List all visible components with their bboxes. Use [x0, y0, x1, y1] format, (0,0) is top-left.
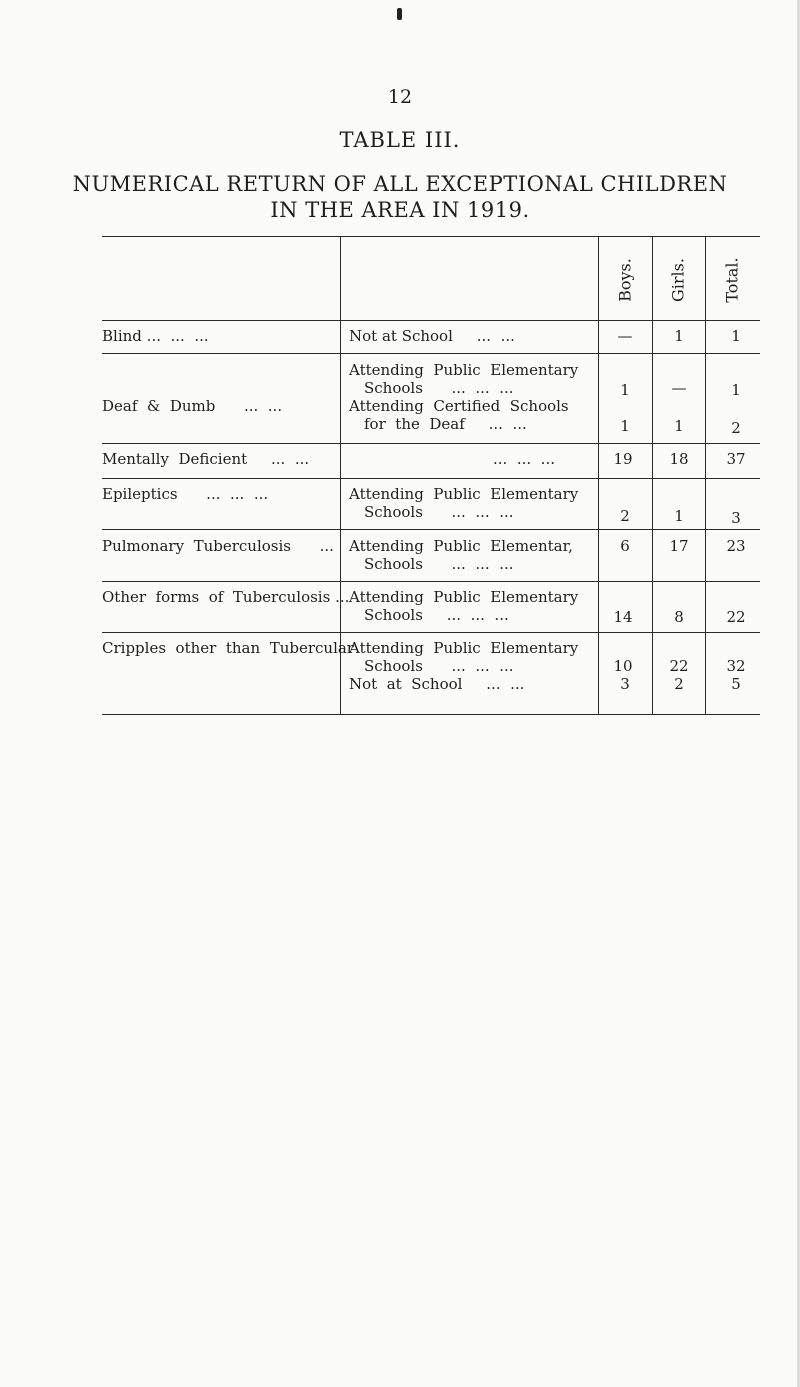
- row-mental-boys: 19: [613, 450, 633, 468]
- row-rule: [102, 478, 760, 479]
- row-cripples-status-2: Not at School ... ...: [349, 675, 525, 693]
- table-title: TABLE III.: [339, 128, 461, 152]
- row-mental-total: 37: [726, 450, 746, 468]
- row-cripples-girls-1: 22: [669, 657, 689, 675]
- row-cripples-status-1-line-1: Attending Public Elementary: [349, 639, 579, 657]
- row-other-tb-status-line-2: Schools ... ... ...: [364, 606, 509, 624]
- row-other-tb-total: 22: [726, 608, 746, 626]
- row-deaf-status-1-line-2: Schools ... ... ...: [364, 379, 514, 397]
- row-pulmonary-boys: 6: [620, 537, 630, 555]
- row-cripples-total-1: 32: [726, 657, 746, 675]
- row-other-tb-status-line-1: Attending Public Elementary: [349, 588, 579, 606]
- row-rule: [102, 529, 760, 530]
- row-cripples-total-2: 5: [731, 675, 741, 693]
- row-blind-girls: 1: [674, 327, 684, 345]
- row-epileptics-girls: 1: [674, 507, 684, 525]
- row-cripples-boys-2: 3: [620, 675, 630, 693]
- table-heading-line-1: NUMERICAL RETURN OF ALL EXCEPTIONAL CHILDREN: [72, 172, 728, 196]
- row-cripples-status-1-line-2: Schools ... ... ...: [364, 657, 514, 675]
- row-other-tb-category: Other forms of Tuberculosis ...: [102, 588, 350, 606]
- row-mental-category: Mentally Deficient ... ...: [102, 450, 310, 468]
- row-cripples-category: Cripples other than Tubercular: [102, 639, 354, 657]
- row-blind-status: Not at School ... ...: [349, 327, 515, 345]
- row-blind-category: Blind ... ... ...: [102, 327, 209, 345]
- row-pulmonary-total: 23: [726, 537, 746, 555]
- row-pulmonary-category: Pulmonary Tuberculosis ...: [102, 537, 334, 555]
- column-rule: [598, 236, 599, 714]
- column-header-total: Total.: [722, 257, 742, 303]
- row-blind-boys: —: [617, 327, 633, 345]
- column-rule: [705, 236, 706, 714]
- column-header-girls: Girls.: [668, 258, 688, 302]
- row-deaf-category: Deaf & Dumb ... ...: [102, 397, 283, 415]
- row-deaf-boys-1: 1: [620, 381, 630, 399]
- row-mental-girls: 18: [669, 450, 689, 468]
- row-deaf-total-1: 1: [731, 381, 741, 399]
- row-pulmonary-status-line-2: Schools ... ... ...: [364, 555, 514, 573]
- row-other-tb-girls: 8: [674, 608, 684, 626]
- row-rule: [102, 443, 760, 444]
- row-other-tb-boys: 14: [613, 608, 633, 626]
- row-cripples-girls-2: 2: [674, 675, 684, 693]
- table-bottom-rule: [102, 714, 760, 715]
- page-number: 12: [387, 86, 413, 108]
- column-rule: [652, 236, 653, 714]
- row-deaf-girls-2: 1: [674, 417, 684, 435]
- row-epileptics-boys: 2: [620, 507, 630, 525]
- row-deaf-status-1-line-1: Attending Public Elementary: [349, 361, 579, 379]
- header-rule: [102, 320, 760, 321]
- row-deaf-status-2-line-1: Attending Certified Schools: [349, 397, 569, 415]
- row-epileptics-total: 3: [731, 509, 741, 527]
- row-rule: [102, 581, 760, 582]
- row-deaf-total-2: 2: [731, 419, 741, 437]
- table-heading-line-2: IN THE AREA IN 1919.: [270, 198, 530, 222]
- row-cripples-boys-1: 10: [613, 657, 633, 675]
- row-mental-status: ... ... ...: [493, 450, 555, 468]
- row-epileptics-status-line-2: Schools ... ... ...: [364, 503, 514, 521]
- row-blind-total: 1: [731, 327, 741, 345]
- row-deaf-status-2-line-2: for the Deaf ... ...: [364, 415, 527, 433]
- row-deaf-girls-1: —: [671, 379, 687, 397]
- page-mark: [397, 8, 402, 20]
- row-pulmonary-status-line-1: Attending Public Elementar,: [349, 537, 573, 555]
- row-pulmonary-girls: 17: [669, 537, 689, 555]
- row-epileptics-category: Epileptics ... ... ...: [102, 485, 269, 503]
- exceptional-children-table: [102, 236, 760, 716]
- column-header-boys: Boys.: [615, 258, 635, 302]
- row-rule: [102, 353, 760, 354]
- row-rule: [102, 632, 760, 633]
- row-epileptics-status-line-1: Attending Public Elementary: [349, 485, 579, 503]
- row-deaf-boys-2: 1: [620, 417, 630, 435]
- table-top-rule: [102, 236, 760, 237]
